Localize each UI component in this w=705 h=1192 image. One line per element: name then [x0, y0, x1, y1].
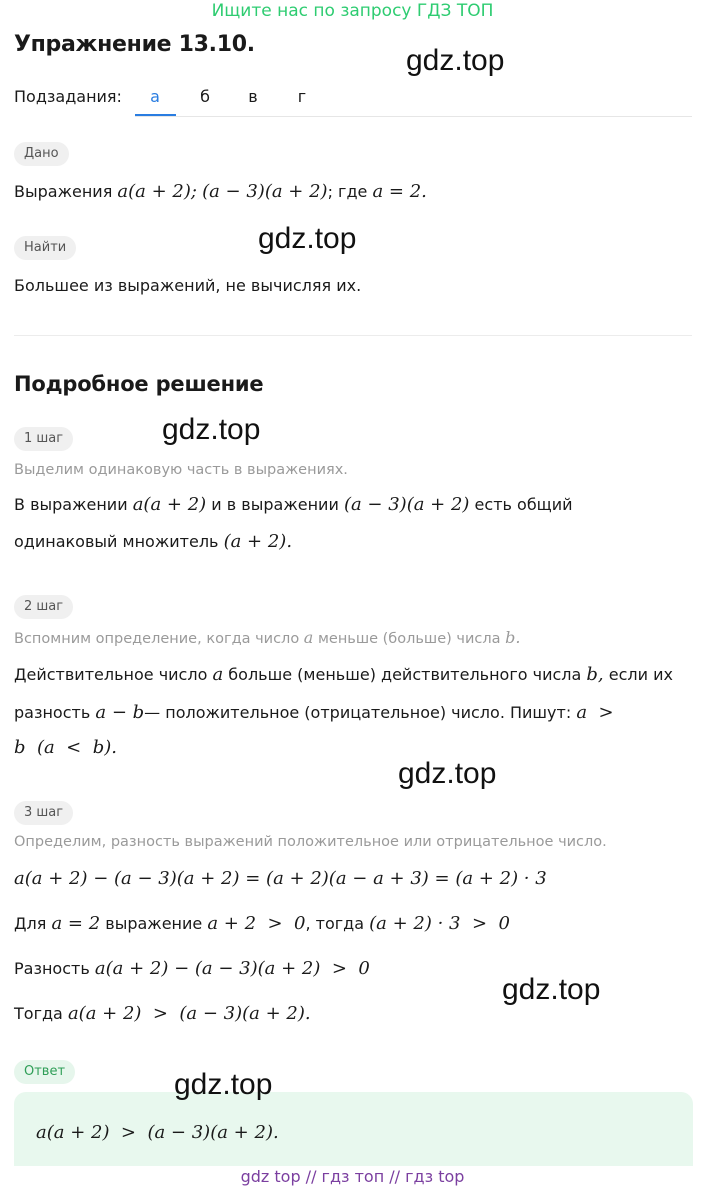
step2-pill: 2 шаг	[14, 595, 73, 619]
text: Тогда	[14, 1004, 63, 1023]
math: b,	[586, 664, 604, 685]
tab-v[interactable]: в	[248, 87, 258, 106]
given-condition: a = 2.	[372, 181, 427, 202]
watermark: gdz.top	[502, 973, 601, 1006]
given-expr2: (a − 3)(a + 2)	[202, 181, 328, 202]
text: есть общий	[474, 495, 573, 514]
math: a = 2	[51, 913, 101, 934]
math: (a + 2) · 3 > 0	[369, 913, 510, 934]
solution-heading: Подробное решение	[14, 372, 264, 396]
text: одинаковый множитель	[14, 532, 219, 551]
step1-hint: Выделим одинаковую часть в выражениях.	[14, 462, 348, 478]
watermark: gdz.top	[398, 757, 497, 790]
text: меньше (больше) числа	[317, 631, 501, 647]
step2-line3	[14, 737, 117, 759]
math: a	[212, 664, 224, 685]
tab-g[interactable]: г	[297, 87, 307, 106]
given-middle: ; где	[327, 182, 368, 201]
math: a − b	[95, 702, 145, 723]
text: если их	[608, 665, 673, 684]
page-title: Упражнение 13.10.	[14, 32, 255, 57]
text: и в выражении	[211, 495, 339, 514]
watermark: gdz.top	[258, 222, 357, 255]
watermark: gdz.top	[174, 1068, 273, 1101]
text: Действительное число	[14, 665, 208, 684]
tab-b[interactable]: б	[200, 87, 210, 106]
step1-pill: 1 шаг	[14, 427, 73, 451]
text: выражение	[105, 914, 203, 933]
step3-hint: Определим, разность выражений положительное или отрицательное число.	[14, 834, 607, 850]
step1-line1	[14, 494, 573, 516]
math: a(a + 2) > (a − 3)(a + 2).	[36, 1122, 279, 1143]
section-divider	[14, 335, 692, 336]
top-banner[interactable]: Ищите нас по запросу ГДЗ ТОП	[211, 1, 494, 21]
math: a >	[576, 702, 614, 723]
answer-expression	[36, 1122, 279, 1144]
step2-hint	[14, 628, 520, 647]
find-text: Большее из выражений, не вычисляя их.	[14, 276, 362, 295]
math: a(a + 2) − (a − 3)(a + 2) > 0	[94, 958, 370, 979]
text: В выражении	[14, 495, 128, 514]
step2-line2	[14, 702, 614, 724]
text: разность	[14, 703, 91, 722]
step2-line1	[14, 664, 673, 686]
subtasks-label: Подзадания:	[14, 87, 122, 106]
step3-line3	[14, 958, 370, 980]
tabs-divider	[135, 116, 692, 117]
watermark: gdz.top	[406, 44, 505, 77]
math: b (a < b).	[14, 737, 117, 758]
find-pill: Найти	[14, 236, 76, 260]
math: (a + 2).	[223, 531, 293, 552]
text: , тогда	[305, 914, 365, 933]
footer-links[interactable]: gdz top // гдз топ // гдз top	[0, 1166, 705, 1192]
step3-equation	[14, 868, 547, 890]
math: (a − 3)(a + 2)	[343, 494, 470, 515]
math: b.	[505, 628, 521, 647]
step3-line2	[14, 913, 510, 935]
tab-a[interactable]: а	[150, 87, 160, 106]
answer-pill: Ответ	[14, 1060, 75, 1084]
given-pill: Дано	[14, 142, 69, 166]
text: — положительное (отрицательное) число. Пишут:	[144, 703, 572, 722]
math: a(a + 2) − (a − 3)(a + 2) = (a + 2)(a − a + 3) = (a + 2) · 3	[14, 868, 547, 889]
text: Разность	[14, 959, 90, 978]
given-prefix: Выражения	[14, 182, 113, 201]
text: Вспомним определение, когда число	[14, 631, 300, 647]
step3-pill: 3 шаг	[14, 801, 73, 825]
given-text	[14, 181, 427, 203]
given-expr1: a(a + 2);	[117, 181, 197, 202]
text: больше (меньше) действительного числа	[228, 665, 582, 684]
step1-line2	[14, 531, 292, 553]
watermark: gdz.top	[162, 413, 261, 446]
math: a(a + 2)	[132, 494, 207, 515]
math: a(a + 2) > (a − 3)(a + 2).	[67, 1003, 311, 1024]
active-tab-indicator	[135, 114, 176, 116]
math: a	[303, 628, 314, 647]
step3-line4	[14, 1003, 311, 1025]
math: a + 2 > 0	[207, 913, 306, 934]
text: Для	[14, 914, 47, 933]
